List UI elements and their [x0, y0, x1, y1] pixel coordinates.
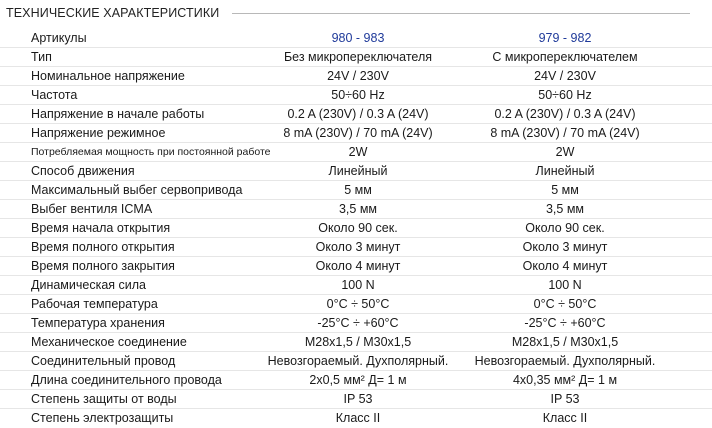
row-label: Рабочая температура — [31, 297, 158, 311]
row-label: Длина соединительного провода — [31, 373, 222, 387]
row-label: Номинальное напряжение — [31, 69, 185, 83]
table-row — [0, 162, 712, 181]
table-row — [0, 200, 712, 219]
table-row — [0, 238, 712, 257]
value-979-982: IP 53 — [550, 392, 580, 406]
value-980-983: Около 90 сек. — [318, 221, 398, 235]
table-row — [0, 352, 712, 371]
value-979-982: 5 мм — [551, 183, 579, 197]
row-label: Потребляемая мощность при постоянной работе — [31, 146, 271, 158]
value-980-983: 2x0,5 мм² Д= 1 м — [309, 373, 407, 387]
value-980-983: Линейный — [328, 164, 388, 178]
row-label: Напряжение режимное — [31, 126, 166, 140]
value-980-983: M28x1,5 / M30x1,5 — [304, 335, 412, 349]
table-row — [0, 371, 712, 390]
value-980-983: 0.2 A (230V) / 0.3 A (24V) — [287, 107, 429, 121]
table-row — [0, 219, 712, 238]
row-label: Частота — [31, 88, 78, 102]
value-980-983: Без микропереключателя — [283, 50, 433, 64]
value-979-982: 0°C ÷ 50°C — [533, 297, 597, 311]
value-979-982: Линейный — [535, 164, 595, 178]
value-979-982: 0.2 A (230V) / 0.3 A (24V) — [494, 107, 636, 121]
column-header-980-983: 980 - 983 — [331, 31, 385, 45]
value-979-982: 24V / 230V — [534, 69, 596, 83]
table-row — [0, 124, 712, 143]
table-row — [0, 143, 712, 162]
table-row — [0, 276, 712, 295]
row-label: Степень электрозащиты — [31, 411, 174, 425]
row-label: Максимальный выбег сервопривода — [31, 183, 243, 197]
value-980-983: 8 mA (230V) / 70 mA (24V) — [283, 126, 433, 140]
value-980-983: 0°C ÷ 50°C — [326, 297, 390, 311]
row-label: Степень защиты от воды — [31, 392, 177, 406]
row-label: Механическое соединение — [31, 335, 187, 349]
row-label: Артикулы — [31, 31, 87, 45]
value-980-983: Класс II — [335, 411, 381, 425]
value-980-983: Около 4 минут — [315, 259, 401, 273]
table-row — [0, 67, 712, 86]
row-label: Тип — [31, 50, 52, 64]
value-979-982: 4x0,35 мм² Д= 1 м — [512, 373, 618, 387]
title-divider — [232, 13, 690, 14]
value-979-982: Около 3 минут — [522, 240, 608, 254]
value-979-982: С микропереключателем — [492, 50, 638, 64]
value-979-982: Класс II — [542, 411, 588, 425]
row-label: Время начала открытия — [31, 221, 171, 235]
value-980-983: -25°C ÷ +60°C — [317, 316, 399, 330]
value-979-982: -25°C ÷ +60°C — [524, 316, 606, 330]
table-row — [0, 333, 712, 352]
table-row — [0, 257, 712, 276]
value-980-983: Около 3 минут — [315, 240, 401, 254]
column-header-979-982: 979 - 982 — [538, 31, 592, 45]
value-980-983: 100 N — [341, 278, 375, 292]
value-979-982: 100 N — [548, 278, 582, 292]
row-label: Соединительный провод — [31, 354, 176, 368]
value-979-982: 8 mA (230V) / 70 mA (24V) — [490, 126, 640, 140]
value-980-983: 24V / 230V — [327, 69, 389, 83]
row-label: Способ движения — [31, 164, 135, 178]
table-row — [0, 390, 712, 409]
section-title: ТЕХНИЧЕСКИЕ ХАРАКТЕРИСТИКИ — [6, 6, 220, 20]
table-row — [0, 48, 712, 67]
value-980-983: IP 53 — [343, 392, 373, 406]
table-row — [0, 409, 712, 428]
table-header-row — [0, 29, 712, 48]
row-label: Выбег вентиля ICMA — [31, 202, 153, 216]
value-980-983: 50÷60 Hz — [331, 88, 385, 102]
value-979-982: M28x1,5 / M30x1,5 — [511, 335, 619, 349]
table-row — [0, 314, 712, 333]
table-row — [0, 105, 712, 124]
value-979-982: Около 90 сек. — [525, 221, 605, 235]
table-row — [0, 86, 712, 105]
value-979-982: 3,5 мм — [545, 202, 585, 216]
row-label: Время полного открытия — [31, 240, 175, 254]
row-label: Динамическая сила — [31, 278, 147, 292]
value-979-982: 2W — [555, 145, 575, 159]
value-980-983: Невозгораемый. Духполярный. — [267, 354, 449, 368]
row-label: Время полного закрытия — [31, 259, 175, 273]
value-979-982: Около 4 минут — [522, 259, 608, 273]
value-979-982: 50÷60 Hz — [538, 88, 592, 102]
row-label: Температура хранения — [31, 316, 165, 330]
value-980-983: 5 мм — [344, 183, 372, 197]
value-980-983: 3,5 мм — [338, 202, 378, 216]
table-row — [0, 295, 712, 314]
value-979-982: Невозгораемый. Духполярный. — [474, 354, 656, 368]
row-label: Напряжение в начале работы — [31, 107, 205, 121]
specs-table — [0, 29, 712, 428]
value-980-983: 2W — [348, 145, 368, 159]
table-row — [0, 181, 712, 200]
